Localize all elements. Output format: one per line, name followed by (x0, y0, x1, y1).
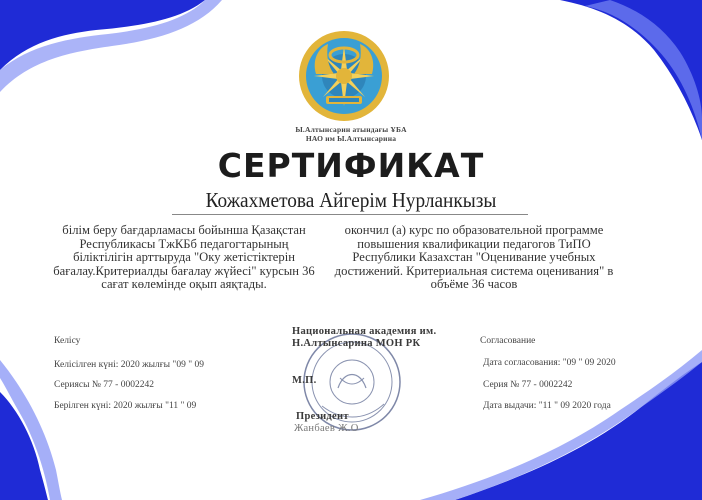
date-issued-ru: Дата выдачи: "11 " 09 2020 года (483, 401, 611, 411)
series-kz: Сериясы № 77 - 0002242 (54, 380, 154, 390)
issuer-line-ru: НАО им Ы.Алтынсарина (305, 134, 397, 143)
academy-name-line2: Н.Алтынсарина МОН РК (292, 338, 421, 349)
president-label: Президент (296, 411, 349, 422)
series-ru: Серия № 77 - 0002242 (483, 380, 573, 390)
date-agreed-kz: Келісілген күні: 2020 жылғы "09 " 09 (54, 360, 204, 370)
recipient-name: Кожахметова Айгерім Нурланкызы (205, 188, 497, 212)
date-issued-kz: Берілген күні: 2020 жылғы "11 " 09 (54, 401, 197, 411)
issuer-line-kz: Ы.Алтынсарин атындағы ҰБА (295, 125, 407, 134)
president-name: Жанбаев Ж.О (294, 423, 359, 434)
date-agreed-ru: Дата согласования: "09 " 09 2020 (483, 358, 616, 368)
kazakhstan-emblem-icon (298, 30, 390, 122)
certificate-title: СЕРТИФИКАТ (217, 146, 485, 185)
body-text-kz: білім беру бағдарламасы бойынша Қазақстан Республикасы ТжКБб педагогтарының біліктілігін арттыруда "Оку жетістіктерін бағалау.Критериалды бағалау жүйесі" курсын 36 сағат көлемінде оқып аяқтады. (53, 223, 315, 292)
body-text-ru: окончил (а) курс по образовательной программе повышения квалификации педагогов ТиПО Республики Казахстан "Оценивание учебных достижений. Критериальная система оценивания" в объёме 36 часов (334, 223, 614, 292)
agreed-label-kz: Келісу (54, 336, 81, 346)
mp-label: М.П. (292, 375, 317, 386)
agreed-label-ru: Согласование (480, 336, 536, 346)
name-underline (172, 214, 528, 215)
academy-name-line1: Национальная академия им. (292, 326, 437, 337)
